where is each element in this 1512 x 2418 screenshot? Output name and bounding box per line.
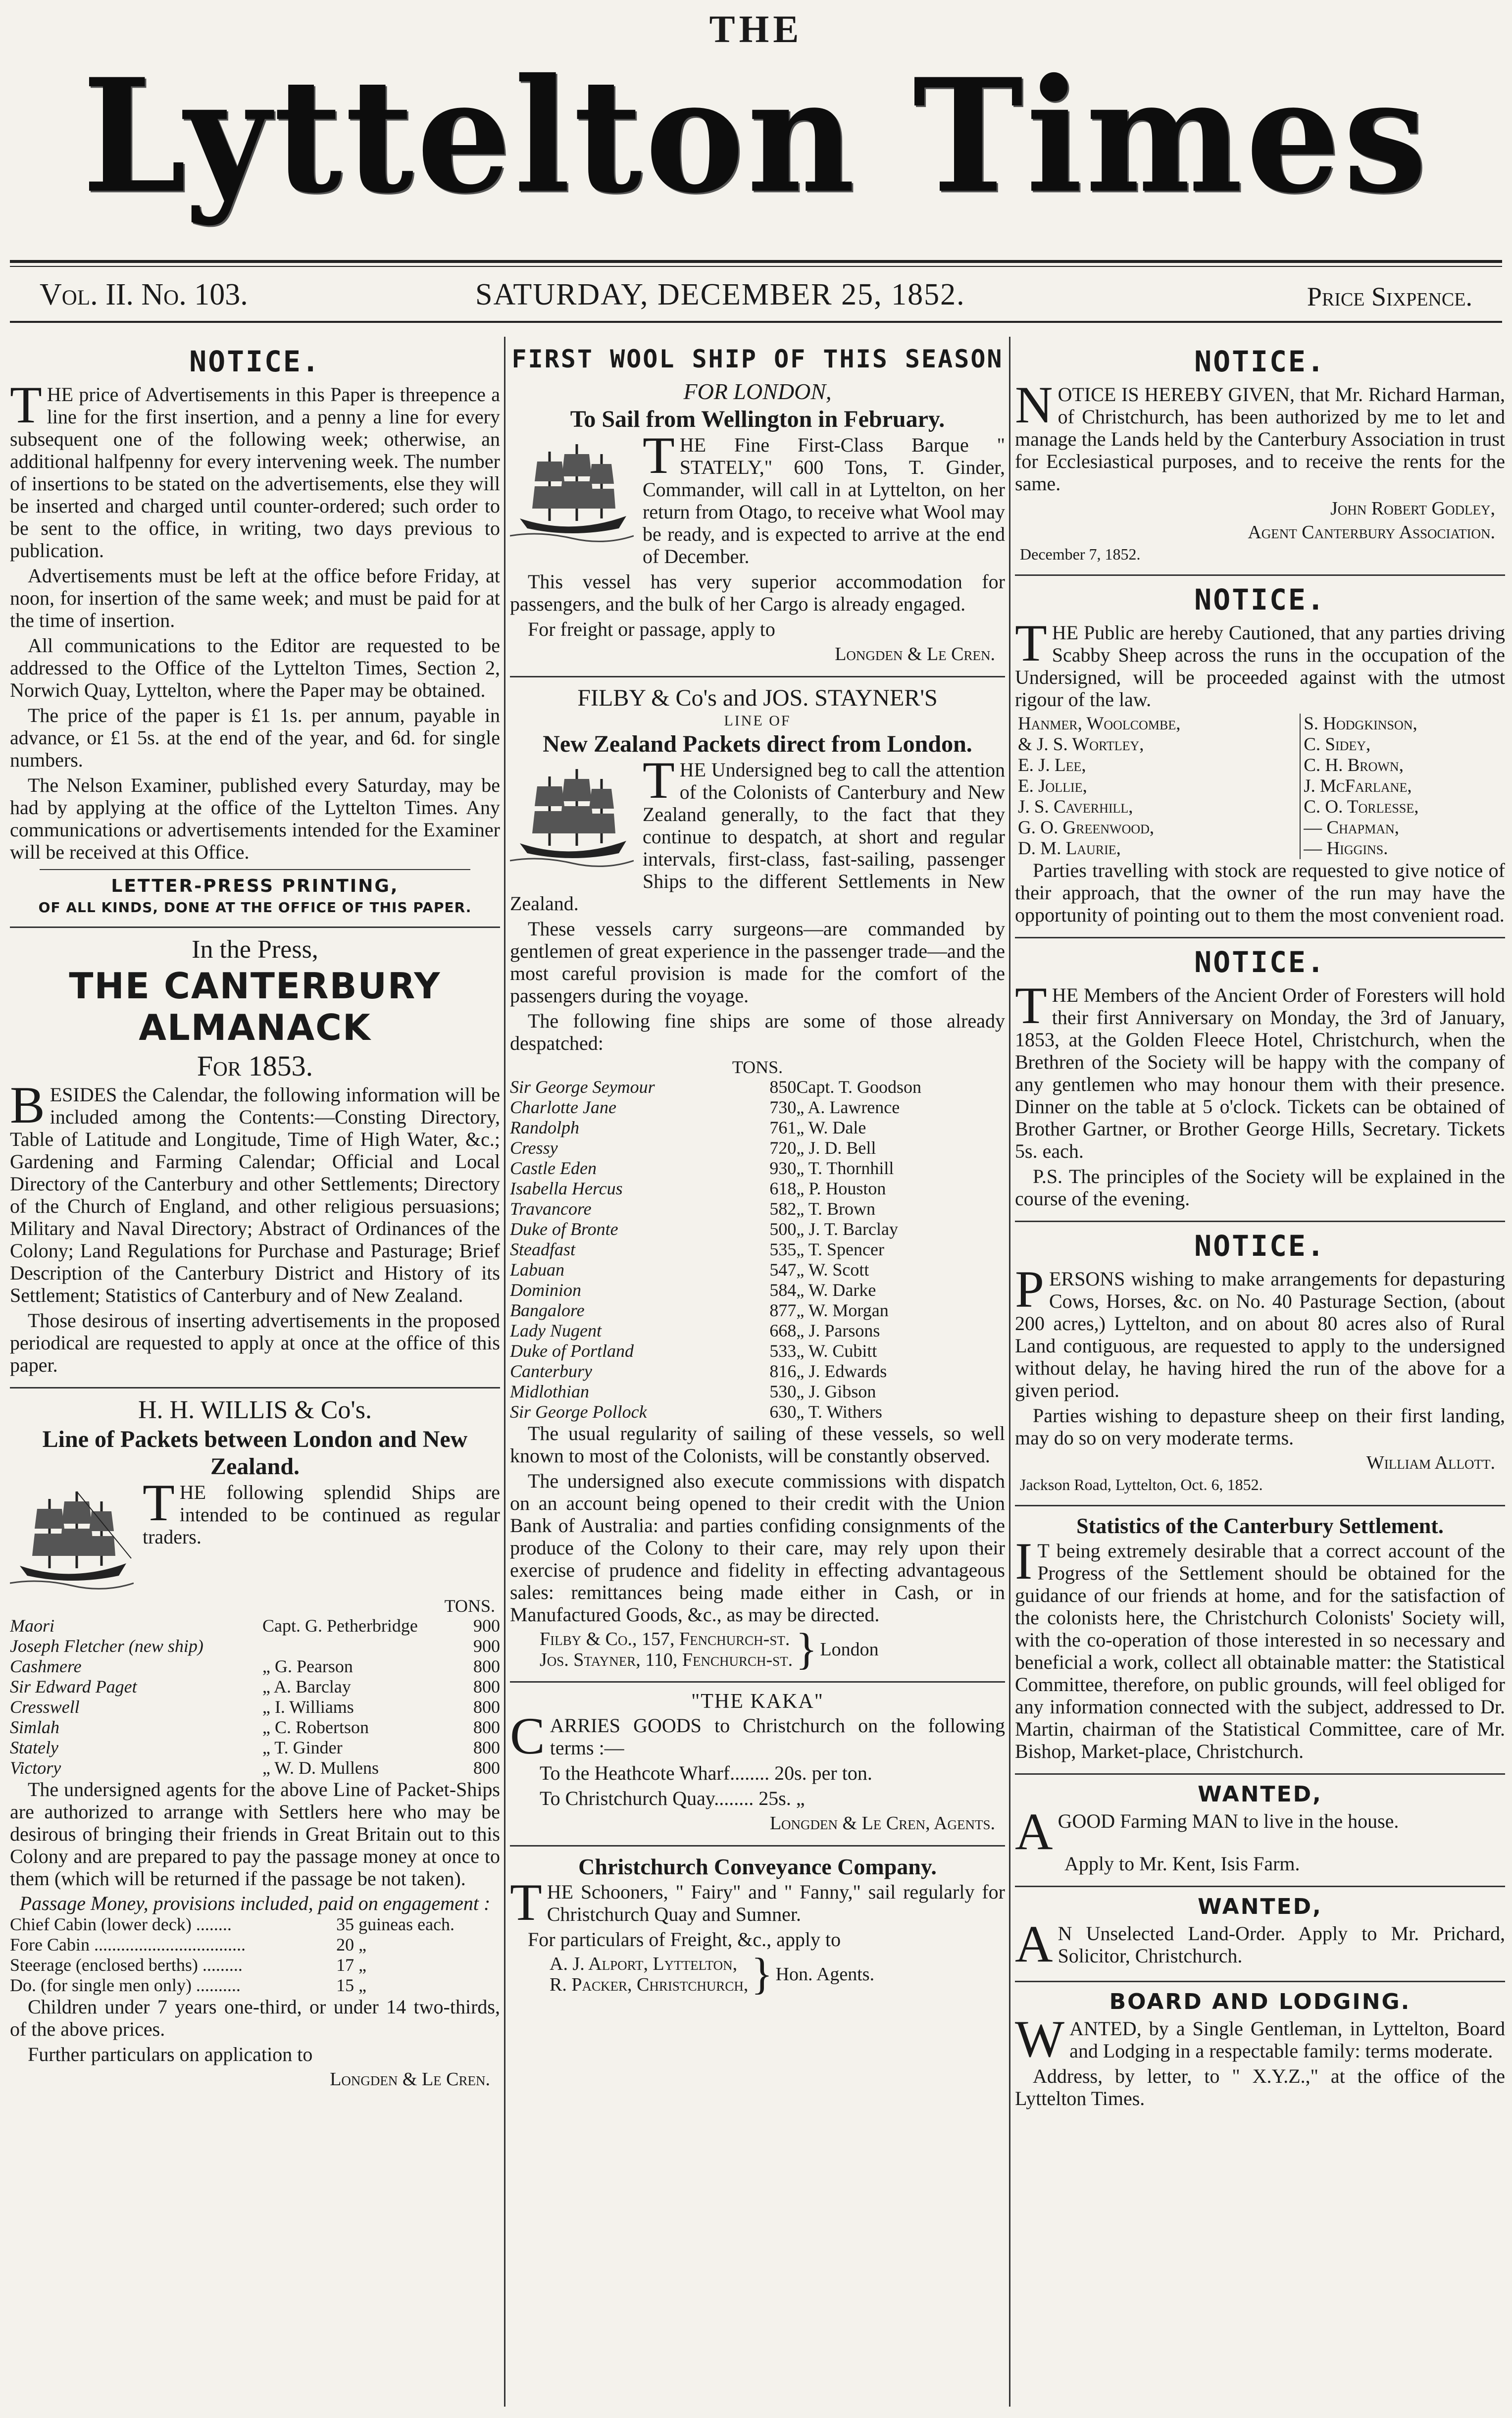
table-cell: 800 (473, 1758, 500, 1778)
notice-pasturage (1015, 1229, 1505, 1494)
section-heading: NOTICE. (1194, 945, 1326, 979)
table-cell: 17 „ (336, 1955, 367, 1975)
section-heading: "THE KAKA" (691, 1690, 824, 1713)
drop-cap: T (1015, 614, 1047, 672)
paragraph: T being extremely desirable that a correct account of the Progress of the Settlement should be obtained for the guidance of our friends at home, and for the satisfaction of the colonists here, the Christchurch Colonists' Society will, with the co-operation of those interested in so necessary and beneficial a work, collect all obtainable matter: the Statistical Committee, therefore, on public grounds, will feel obliged for any information connected with the subject, addressed to Dr. Martin, chairman of the Statistical Committee, care of Mr. Bishop, Market-place, Christchurch. (1015, 1540, 1505, 1762)
masthead (0, 0, 1512, 257)
table-cell: Joseph Fletcher (new ship) (10, 1636, 203, 1656)
table-cell: Steerage (enclosed berths) ......... (10, 1955, 243, 1975)
divider (1015, 1773, 1505, 1775)
paragraph: HE Fine First-Class Barque " STATELY," 600 Tons, T. Ginder, Commander, will call in at Lyttelton, on her return from Otago, to receive what Wool may be ready, and is expected to arrive at the end of December. (643, 434, 1005, 567)
section-heading: BOARD AND LODGING. (1109, 1989, 1411, 2014)
divider (1015, 1505, 1505, 1506)
table-cell: „ A. Lawrence (796, 1097, 900, 1117)
table-row (510, 1280, 1005, 1300)
board-lodging (1015, 1989, 1505, 2109)
section-heading: WANTED, (1198, 1782, 1322, 1807)
table-row (510, 1341, 1005, 1361)
paragraph: Address, by letter, to " X.Y.Z.," at the office of the Lyttelton Times. (1015, 2065, 1505, 2109)
drop-cap: W (1015, 2010, 1065, 2068)
table-cell: Bangalore (510, 1300, 585, 1320)
table-row (510, 1118, 1005, 1138)
divider (1015, 937, 1505, 938)
paragraph: HE price of Advertisements in this Paper is threepence a line for the first insertion, and a penny a line for every subsequent one of the following week; otherwise, an additional halfpenny for every intervening week. The number of insertions to be stated on the advertisements, else they will be inserted and charged until counter-ordered; such order to be sent to the office, in writing, two days previous to publication. (10, 383, 500, 562)
section-heading: NOTICE. (1194, 583, 1326, 617)
table-cell: Randolph (510, 1118, 579, 1137)
table-row (510, 1321, 1005, 1341)
paragraph: Parties travelling with stock are requested to give notice of their approach, that the owner of the run may have the opportunity of pointing out to them the most convenient road. (1015, 859, 1505, 926)
paragraph: N Unselected Land-Order. Apply to Mr. Prichard, Solicitor, Christchurch. (1058, 1922, 1505, 1967)
table-row (510, 1199, 1005, 1219)
paragraph: The undersigned agents for the above Line of Packet-Ships are authorized to arrange with Settlers here who may be desirous of bringing their friends in Great Britain out to this Colony and are prepared to pay the passage money at once to them (which will be returned if the passage be not taken). (10, 1778, 500, 1890)
table-cell: „ W. Scott (796, 1260, 869, 1280)
table-cell: Cressy (510, 1138, 558, 1158)
table-cell: „ W. Dale (796, 1118, 866, 1137)
table-cell: „ W. Cubitt (796, 1341, 877, 1361)
table-cell: Duke of Portland (510, 1341, 634, 1361)
section-heading: NOTICE. (189, 345, 321, 378)
brace-icon: } (796, 1625, 817, 1674)
tons-label: TONS. (732, 1057, 783, 1077)
table-row (10, 1656, 500, 1677)
divider (10, 926, 500, 928)
paragraph: Apply to Mr. Kent, Isis Farm. (1064, 1852, 1300, 1875)
brace-icon: } (751, 1950, 773, 1999)
signatory-name: E. Jollie, (1018, 776, 1087, 796)
table-row (510, 1158, 1005, 1179)
table-cell: Capt. G. Petherbridge (262, 1616, 418, 1636)
price: Price Sixpence. (1307, 282, 1472, 311)
table-cell: Travancore (510, 1199, 592, 1219)
divider (10, 1387, 500, 1389)
table-cell: 850 (769, 1077, 797, 1097)
table-row (510, 1239, 1005, 1260)
paragraph: These vessels carry surgeons—are commanded by gentlemen of great experience in the passenger trade—and the most careful provision is made for the comfort of the passengers during the voyage. (510, 918, 1005, 1007)
table-row (510, 1260, 1005, 1280)
table-cell: „ G. Pearson (262, 1656, 353, 1676)
issue-date: SATURDAY, DECEMBER 25, 1852. (475, 278, 965, 311)
divider (510, 1845, 1005, 1847)
table-row (10, 1636, 500, 1656)
table-cell: 877 (769, 1300, 797, 1320)
rate-line: To the Heathcote Wharf........ 20s. per ton. (540, 1762, 872, 1784)
notice-advertisements (10, 345, 500, 916)
table-row (510, 1402, 1005, 1422)
notice-harman (1015, 345, 1505, 564)
divider (1015, 1886, 1505, 1887)
table-cell: 900 (473, 1616, 500, 1636)
paragraph: HE Schooners, " Fairy" and " Fanny," sail regularly for Christchurch Quay and Sumner. (547, 1881, 1005, 1925)
table-row (10, 1677, 500, 1697)
table-cell: „ W. Morgan (796, 1300, 889, 1320)
table-cell: Labuan (510, 1260, 565, 1280)
table-row (10, 1616, 500, 1636)
table-cell: „ W. D. Mullens (262, 1758, 379, 1778)
passage-heading: Passage Money, provisions included, paid on engagement : (19, 1892, 491, 1914)
table-cell: „ T. Brown (796, 1199, 876, 1219)
section-subheading: Line of Packets between London and New Zealand. (42, 1426, 468, 1480)
rate-line: To Christchurch Quay........ 25s. „ (540, 1787, 805, 1809)
wanted-farming-man (1015, 1782, 1505, 1875)
section-heading: WANTED, (1198, 1894, 1322, 1919)
signatories-right (1300, 714, 1505, 859)
table-cell: Canterbury (510, 1361, 592, 1381)
paragraph: GOOD Farming MAN to live in the house. (1058, 1810, 1399, 1832)
address-city: London (820, 1639, 879, 1660)
table-row (10, 1935, 500, 1955)
table-row (10, 1717, 500, 1738)
ship-list (510, 1077, 1005, 1422)
table-row (510, 1179, 1005, 1199)
agents-label: Hon. Agents. (775, 1964, 875, 1985)
divider (40, 869, 470, 870)
table-cell: Midlothian (510, 1382, 589, 1401)
paragraph: HE following splendid Ships are intended to be continued as regular traders. (143, 1481, 500, 1548)
address-line: Jos. Stayner, 110, Fenchurch-st. (540, 1649, 793, 1670)
signatories (1015, 714, 1505, 859)
paragraph: ARRIES GOODS to Christchurch on the following terms :— (550, 1714, 1005, 1759)
paragraph: Those desirous of inserting advertisements in the proposed periodical are requested to apply at once at the office of this paper. (10, 1309, 500, 1376)
table-cell: Victory (10, 1758, 61, 1778)
table-cell: 668 (769, 1321, 797, 1340)
destination: FOR LONDON, (683, 379, 832, 404)
paragraph: The Nelson Examiner, published every Saturday, may be had by applying at the office of the Lyttelton Times. Any communications or advertisements intended for the Examiner will be received at this Office. (10, 774, 500, 863)
agent-line: A. J. Alport, Lyttelton, (550, 1954, 738, 1974)
paragraph: Further particulars on application to (28, 2043, 313, 2065)
dateline (0, 277, 1512, 317)
table-cell: 800 (473, 1697, 500, 1717)
table-cell: 800 (473, 1738, 500, 1757)
newspaper-title: Lyttelton Times (82, 44, 1430, 228)
signatory-name: J. McFarlane, (1304, 776, 1412, 796)
drop-cap: T (643, 426, 675, 484)
paragraph: For freight or passage, apply to (528, 618, 775, 640)
signatory-name: — Higgins. (1304, 838, 1388, 859)
table-cell: Isabella Hercus (510, 1179, 623, 1198)
paragraph: ANTED, by a Single Gentleman, in Lyttelton, Board and Lodging in a respectable family: terms moderate. (1069, 2017, 1505, 2062)
table-cell: 761 (769, 1118, 797, 1137)
statistics-advert (1015, 1513, 1505, 1762)
signature: Longden & Le Cren. (330, 2069, 490, 2090)
sailing-ship-icon (10, 1484, 134, 1593)
table-row (510, 1219, 1005, 1239)
signatory-name: J. S. Caverhill, (1018, 797, 1133, 817)
almanack-heading: THE CANTERBURY ALMANACK (69, 965, 441, 1048)
signatory-name: & J. S. Wortley, (1018, 734, 1144, 755)
table-cell: Duke of Bronte (510, 1219, 618, 1239)
section-heading: NOTICE. (1194, 1229, 1326, 1263)
table-cell: Chief Cabin (lower deck) ........ (10, 1914, 232, 1934)
drop-cap: I (1015, 1532, 1033, 1590)
section-heading: Christchurch Conveyance Company. (578, 1854, 937, 1879)
paragraph: P.S. The principles of the Society will be explained in the course of the evening. (1015, 1165, 1505, 1210)
notice-scabby-sheep (1015, 583, 1505, 926)
drop-cap: B (10, 1076, 45, 1134)
table-row (510, 1300, 1005, 1321)
section-heading: NOTICE. (1194, 345, 1326, 378)
drop-cap: T (143, 1474, 175, 1532)
notice-foresters (1015, 945, 1505, 1210)
table-cell: Steadfast (510, 1239, 575, 1259)
signatories-left (1015, 714, 1300, 859)
signature-title: Agent Canterbury Association. (1248, 522, 1495, 543)
section-heading: FILBY & Co's and JOS. STAYNER'S (577, 685, 938, 711)
paragraph: HE Members of the Ancient Order of Foresters will hold their first Anniversary on Monday, the 3rd of January, 1853, at the Golden Fleece Hotel, Christchurch, when the Brethren of the Society will be happy with the company of any gentlemen who may honour them with their presence. Dinner on the table at 5 o'clock. Tickets can be obtained of Brother Gartner, or Brother George Hills, Secretary. Tickets 5s. each. (1015, 984, 1505, 1162)
wool-ship-advert (510, 345, 1005, 665)
table-cell: „ W. Darke (796, 1280, 876, 1300)
table-cell: 800 (473, 1677, 500, 1697)
dateline-rule (10, 321, 1502, 324)
table-cell: Castle Eden (510, 1158, 597, 1178)
table-cell: 535 (769, 1239, 797, 1259)
paragraph: HE Public are hereby Cautioned, that any parties driving Scabby Sheep across the runs in the occupation of the Undersigned, will be proceeded against with the utmost rigour of the law. (1015, 621, 1505, 711)
table-row (510, 1138, 1005, 1158)
paragraph: ESIDES the Calendar, the following information will be included among the Contents:—Consting Directory, Table of Latitude and Longitude, Time of High Water, &c.; Gardening and Farming Calendar; Official and Local Directory of the Canterbury and other Settlements; Directory of the Church of England, and other religious persuasions; Military and Naval Directory; Abstract of Ordinances of the Colony; Land Regulations for Purchase and Pasturage; Brief Description of the Canterbury District and History of its Settlement; Statistics of Canterbury and of New Zealand. (10, 1083, 500, 1306)
section-heading: Statistics of the Canterbury Settlement. (1076, 1514, 1444, 1538)
drop-cap: T (510, 1873, 542, 1931)
signatory-name: D. M. Laurie, (1018, 838, 1121, 859)
table-row (10, 1697, 500, 1717)
signatory-name: E. J. Lee, (1018, 755, 1086, 775)
table-cell: „ P. Houston (796, 1179, 886, 1198)
ship-list (10, 1616, 500, 1778)
divider (510, 1681, 1005, 1683)
table-cell: Maori (10, 1616, 54, 1636)
table-cell: Sir George Seymour (510, 1077, 655, 1097)
table-cell: Do. (for single men only) .......... (10, 1975, 241, 1995)
signatory-name: — Chapman, (1304, 818, 1400, 838)
table-cell: „ I. Williams (262, 1697, 354, 1717)
drop-cap: T (643, 751, 675, 809)
table-cell: „ T. Withers (796, 1402, 882, 1422)
printing-subheading: OF ALL KINDS, DONE AT THE OFFICE OF THIS PAPER. (38, 899, 472, 916)
paragraph: The usual regularity of sailing of these vessels, so well known to most of the Colonists, will be constantly observed. (510, 1422, 1005, 1467)
column-2 (510, 342, 1005, 2397)
table-cell: Dominion (510, 1280, 581, 1300)
table-cell: 20 „ (336, 1935, 367, 1955)
table-cell: Sir George Pollock (510, 1402, 647, 1422)
address-line: Filby & Co., 157, Fenchurch-st. (540, 1629, 790, 1649)
in-press: In the Press, (192, 935, 318, 964)
table-cell: „ C. Robertson (262, 1717, 369, 1737)
table-cell (262, 1636, 465, 1656)
signatory-name: Hanmer, Woolcombe, (1018, 714, 1181, 734)
signatory-name: S. Hodgkinson, (1304, 714, 1417, 734)
signatory-name: C. O. Torlesse, (1304, 797, 1419, 817)
table-cell: 900 (473, 1636, 500, 1656)
signature: Longden & Le Cren, Agents. (769, 1813, 995, 1834)
table-row (510, 1382, 1005, 1402)
table-cell: 630 (769, 1402, 797, 1422)
volume-number: Vol. II. No. 103. (40, 278, 248, 311)
table-cell: 930 (769, 1158, 797, 1178)
table-cell: Sir Edward Paget (10, 1677, 137, 1697)
table-cell: 618 (769, 1179, 797, 1198)
divider (1015, 1981, 1505, 1982)
signatory-name: G. O. Greenwood, (1018, 818, 1155, 838)
table-cell: „ J. Gibson (796, 1382, 876, 1401)
drop-cap: T (1015, 977, 1047, 1034)
table-cell: 816 (769, 1361, 797, 1381)
column-1 (10, 342, 500, 2397)
signature: Longden & Le Cren. (835, 644, 995, 665)
kaka-advert (510, 1690, 1005, 1834)
signatory-name: C. H. Brown, (1304, 755, 1404, 775)
paragraph: ERSONS wishing to make arrangements for depasturing Cows, Horses, &c. on No. 40 Pasturage Section, (about 200 acres,) Lyttelton, and on about 80 acres also of Rural Land contiguous, are requested to apply to the undersigned without delay, he having hired the run of the above for a given period. (1015, 1268, 1505, 1401)
table-cell: „ J. T. Barclay (796, 1219, 898, 1239)
paragraph: The following fine ships are some of those already despatched: (510, 1010, 1005, 1054)
table-cell: 584 (769, 1280, 797, 1300)
table-row (10, 1738, 500, 1758)
wanted-land-order (1015, 1894, 1505, 1973)
table-cell: Capt. T. Goodson (796, 1077, 922, 1097)
paragraph: Children under 7 years one-third, or under 14 two-thirds, of the above prices. (10, 1996, 500, 2040)
paragraph: The undersigned also execute commissions with dispatch on an account being opened to their credit with the Union Bank of Australia: and parties confiding consignments of the produce of the Colony to their care, may rely upon their exercise of prudence and fidelity in effecting advantageous sales: remittances being made either in Cash, or in Manufactured Goods, &c., as may be directed. (510, 1470, 1005, 1626)
table-row (10, 1955, 500, 1975)
signature: John Robert Godley, (1330, 498, 1495, 519)
table-cell: „ T. Ginder (262, 1738, 343, 1757)
signature: William Allott. (1366, 1452, 1495, 1473)
table-row (510, 1077, 1005, 1097)
column-divider (1009, 337, 1010, 2407)
table-cell: Stately (10, 1738, 58, 1757)
column-3 (1015, 342, 1505, 2397)
table-cell: Cashmere (10, 1656, 82, 1676)
agent-line: R. Packer, Christchurch, (550, 1974, 749, 1995)
paragraph: HE Undersigned beg to call the attention of the Colonists of Canterbury and New Zealand generally, to the fact that they continue to despatch, at short and regular intervals, first-class, fast-sailing, passenger Ships to the different Settlements in New Zealand. (510, 759, 1005, 915)
table-cell: Simlah (10, 1717, 60, 1737)
table-cell: „ T. Spencer (796, 1239, 884, 1259)
section-heading: FIRST WOOL SHIP OF THIS SEASON (511, 345, 1004, 373)
table-row (10, 1975, 500, 1996)
table-cell: 35 guineas each. (336, 1914, 455, 1934)
table-cell: 800 (473, 1717, 500, 1737)
table-cell: 500 (769, 1219, 797, 1239)
paragraph: For particulars of Freight, &c., apply to (528, 1928, 841, 1951)
drop-cap: A (1015, 1802, 1053, 1860)
table-cell: „ J. Edwards (796, 1361, 887, 1381)
table-cell: 582 (769, 1199, 797, 1219)
fares-list (10, 1914, 500, 1996)
signatory-name: C. Sidey, (1304, 734, 1371, 755)
section-heading: H. H. WILLIS & Co's. (138, 1396, 372, 1424)
column-divider (504, 337, 505, 2407)
sailing-ship-icon (510, 437, 634, 546)
tons-label: TONS. (444, 1596, 495, 1616)
agents-block (510, 1950, 1005, 1999)
drop-cap: T (10, 376, 42, 434)
paragraph: The price of the paper is £1 1s. per annum, payable in advance, or £1 5s. at the end of the year, and 6d. for single numbers. (10, 704, 500, 771)
masthead-rule (10, 260, 1502, 267)
table-row (510, 1361, 1005, 1382)
drop-cap: P (1015, 1260, 1044, 1318)
section-subheading: New Zealand Packets direct from London. (543, 731, 972, 757)
drop-cap: A (1015, 1915, 1053, 1973)
table-cell: „ A. Barclay (262, 1677, 351, 1697)
paragraph: Parties wishing to depasture sheep on their first landing, may do so on very moderate terms. (1015, 1404, 1505, 1449)
printing-heading: LETTER-PRESS PRINTING, (111, 876, 399, 896)
almanack-advert (10, 935, 500, 1376)
table-cell: 15 „ (336, 1975, 367, 1995)
drop-cap: N (1015, 376, 1053, 434)
divider (510, 676, 1005, 677)
table-cell: „ T. Thornhill (796, 1158, 894, 1178)
paragraph: All communications to the Editor are requested to be addressed to the Office of the Lyttelton Times, Section 2, Norwich Quay, Lyttelton, where the Paper may be obtained. (10, 634, 500, 701)
table-cell: 533 (769, 1341, 797, 1361)
masthead-the: THE (709, 7, 803, 51)
divider (1015, 574, 1505, 576)
agents-address (510, 1625, 1005, 1674)
table-cell: Charlotte Jane (510, 1097, 616, 1117)
willis-packets (10, 1395, 500, 2090)
paragraph: OTICE IS HEREBY GIVEN, that Mr. Richard Harman, of Christchurch, has been authorized by me to let and manage the Lands held by the Canterbury Association in trust for Ecclesiastical purposes, and to receive the rents for the same. (1015, 383, 1505, 495)
drop-cap: C (510, 1707, 545, 1765)
table-cell: Lady Nugent (510, 1321, 602, 1340)
table-cell: 800 (473, 1656, 500, 1676)
table-cell: Cresswell (10, 1697, 80, 1717)
filby-stayner-advert (510, 684, 1005, 1674)
table-cell: 530 (769, 1382, 797, 1401)
divider (1015, 1221, 1505, 1222)
table-cell: Fore Cabin .................................. (10, 1935, 246, 1955)
table-cell: „ J. D. Bell (796, 1138, 876, 1158)
table-row (10, 1914, 500, 1935)
table-cell: 547 (769, 1260, 797, 1280)
sailing-ship-icon (510, 762, 634, 871)
sailing-info: To Sail from Wellington in February. (570, 406, 945, 432)
table-cell: 720 (769, 1138, 797, 1158)
line-of: LINE OF (724, 713, 791, 729)
paragraph: Advertisements must be left at the office before Friday, at noon, for insertion of the same week; and must be paid for at the time of insertion. (10, 565, 500, 631)
table-cell: 730 (769, 1097, 797, 1117)
table-row (510, 1097, 1005, 1118)
table-cell: „ J. Parsons (796, 1321, 880, 1340)
almanack-year: For 1853. (197, 1050, 313, 1082)
notice-date: December 7, 1852. (1020, 545, 1141, 563)
conveyance-advert (510, 1853, 1005, 1999)
table-row (10, 1758, 500, 1778)
notice-date: Jackson Road, Lyttelton, Oct. 6, 1852. (1020, 1476, 1263, 1493)
paragraph: This vessel has very superior accommodation for passengers, and the bulk of her Cargo is already engaged. (510, 570, 1005, 615)
